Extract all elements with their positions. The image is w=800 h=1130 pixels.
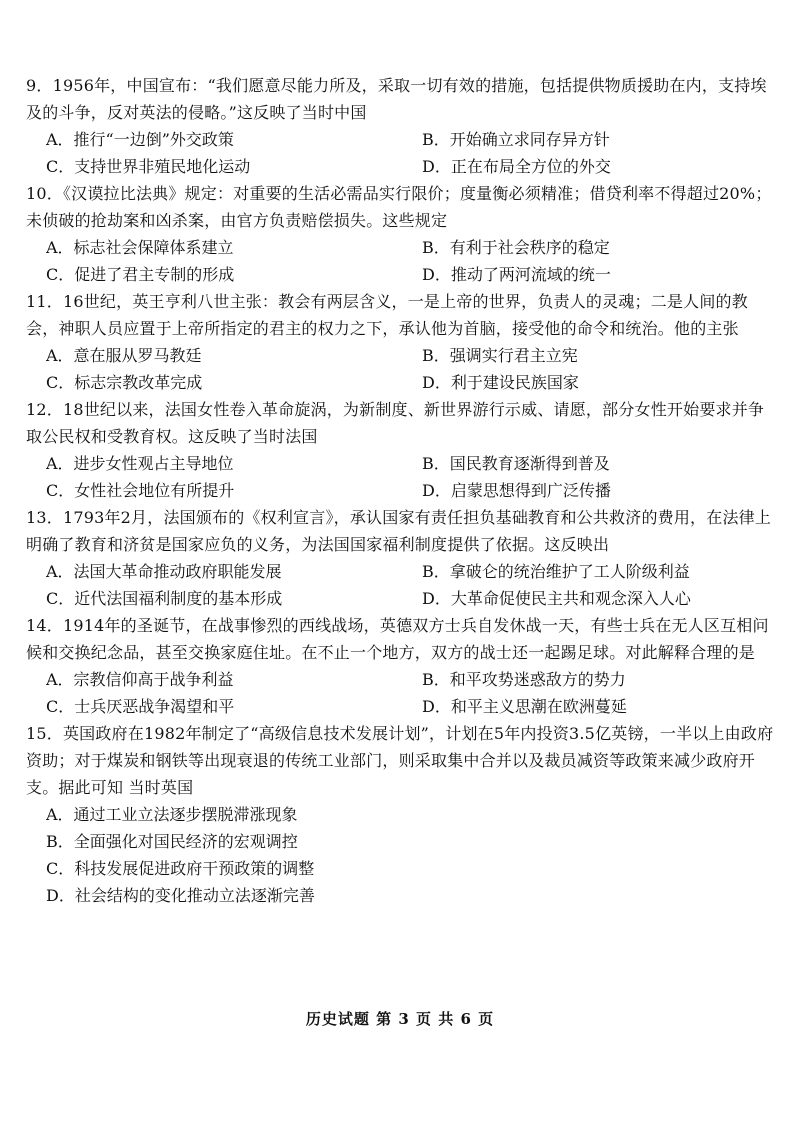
- option-c: C．促进了君主专制的形成: [46, 265, 235, 284]
- options-list: [26, 801, 778, 909]
- options-grid: [26, 126, 778, 180]
- option-b: B．开始确立求同存异方针: [422, 130, 610, 149]
- option-d: D．和平主义思潮在欧洲蔓延: [422, 697, 627, 716]
- option-a: A．通过工业立法逐步摆脱滞涨现象: [46, 805, 298, 824]
- option-d: D．正在布局全方位的外交: [422, 157, 611, 176]
- option-d: D．大革命促使民主共和观念深入人心: [422, 589, 691, 608]
- options-grid: [26, 666, 778, 720]
- option-c: C．支持世界非殖民地化运动: [46, 157, 251, 176]
- question-12: [26, 396, 778, 504]
- option-c: C．女性社会地位有所提升: [46, 481, 235, 500]
- question-11: [26, 288, 778, 396]
- option-a: A．进步女性观占主导地位: [46, 454, 234, 473]
- question-stem: 13．1793年2月，法国颁布的《权利宣言》，承认国家有责任担负基础教育和公共救济的费用，在法律上明确了教育和济贫是国家应负的义务，为法国国家福利制度提供了依据。这反映出: [26, 508, 772, 554]
- question-14: [26, 612, 778, 720]
- question-9: [26, 72, 778, 180]
- option-b: B．拿破仑的统治维护了工人阶级利益: [422, 562, 690, 581]
- option-c: C．士兵厌恶战争渴望和平: [46, 697, 235, 716]
- option-d: D．启蒙思想得到广泛传播: [422, 481, 611, 500]
- question-stem: 12．18世纪以来，法国女性卷入革命旋涡，为新制度、新世界游行示威、请愿，部分女性开始要求并争取公民权和受教育权。这反映了当时法国: [26, 400, 765, 446]
- option-b: B．国民教育逐渐得到普及: [422, 454, 610, 473]
- question-13: [26, 504, 778, 612]
- question-10: [26, 180, 778, 288]
- question-15: [26, 720, 778, 909]
- option-b: B．全面强化对国民经济的宏观调控: [46, 832, 298, 851]
- question-stem: 10．《汉谟拉比法典》规定：对重要的生活必需品实行限价；度量衡必须精准；借贷利率不得超过20%；未侦破的抢劫案和凶杀案，由官方负责赔偿损失。这些规定: [26, 184, 772, 230]
- options-grid: [26, 450, 778, 504]
- option-a: A．标志社会保障体系建立: [46, 238, 234, 257]
- question-stem: 15．英国政府在1982年制定了“高级信息技术发展计划”，计划在5年内投资3.5亿英镑，一半以上由政府资助；对于煤炭和钢铁等出现衰退的传统工业部门，则采取集中合并以及裁员减资等政策来减少政府开支。据此可知 当时英国: [26, 724, 774, 797]
- option-b: B．强调实行君主立宪: [422, 346, 578, 365]
- option-b: B．有利于社会秩序的稳定: [422, 238, 610, 257]
- question-stem: 14．1914年的圣诞节，在战事惨烈的西线战场，英德双方士兵自发休战一天，有些士兵在无人区互相问候和交换纪念品，甚至交换家庭住址。在不止一个地方，双方的战士还一起踢足球。对此解释合理的是: [26, 616, 769, 662]
- question-stem: 11．16世纪，英王亨利八世主张：教会有两层含义，一是上帝的世界，负责人的灵魂；二是人间的教会，神职人员应置于上帝所指定的君主的权力之下，承认他为首脑，接受他的命令和统治。他的主张: [26, 292, 748, 338]
- option-b: B．和平攻势迷惑敌方的势力: [422, 670, 626, 689]
- option-d: D．利于建设民族国家: [422, 373, 579, 392]
- options-grid: [26, 234, 778, 288]
- option-d: D．推动了两河流域的统一: [422, 265, 611, 284]
- options-grid: [26, 558, 778, 612]
- option-c: C．科技发展促进政府干预政策的调整: [46, 859, 315, 878]
- option-a: A．推行“一边倒”外交政策: [46, 130, 234, 149]
- option-a: A．宗教信仰高于战争利益: [46, 670, 234, 689]
- option-d: D．社会结构的变化推动立法逐渐完善: [46, 886, 315, 905]
- option-c: C．近代法国福利制度的基本形成: [46, 589, 283, 608]
- options-grid: [26, 342, 778, 396]
- option-a: A．意在服从罗马教廷: [46, 346, 202, 365]
- option-c: C．标志宗教改革完成: [46, 373, 203, 392]
- question-stem: 9．1956年，中国宣布：“我们愿意尽能力所及，采取一切有效的措施，包括提供物质援助在内，支持埃及的斗争，反对英法的侵略。”这反映了当时中国: [26, 76, 767, 122]
- option-a: A．法国大革命推动政府职能发展: [46, 562, 282, 581]
- page-footer: 历史试题 第 3 页 共 6 页: [305, 1010, 495, 1028]
